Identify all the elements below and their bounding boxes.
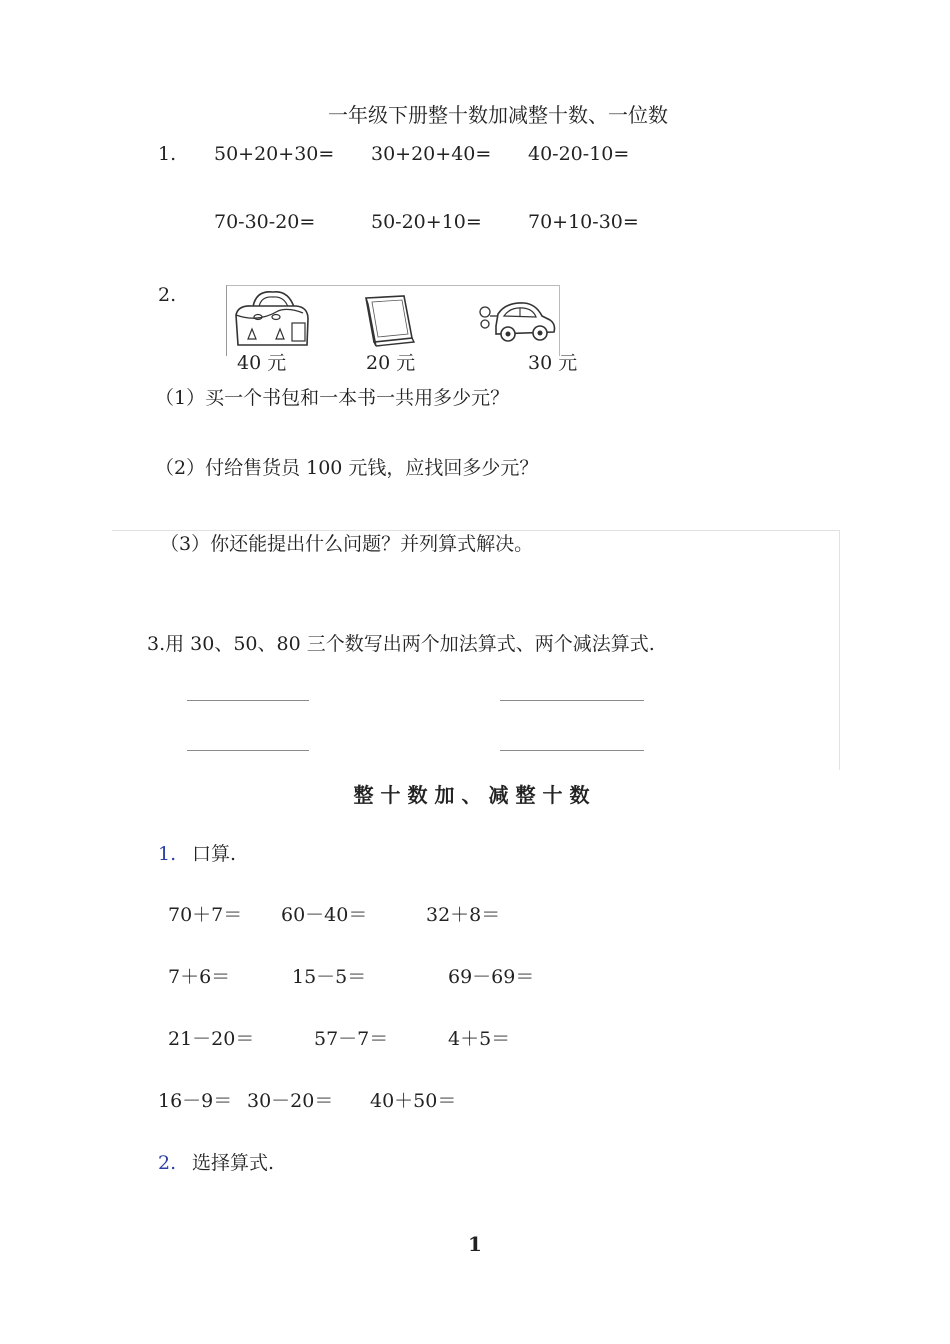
expression: 30+20+40= — [371, 143, 492, 165]
section-2-question-1-number: 1. — [158, 843, 177, 865]
question-2-part-1: （1）买一个书包和一本书一共用多少元？ — [155, 387, 510, 409]
answer-blank[interactable] — [500, 700, 644, 701]
mental-math-item: 57－7＝ — [314, 1028, 389, 1050]
answer-box-top-border — [112, 530, 840, 531]
mental-math-item: 16－9＝ — [158, 1090, 233, 1112]
mental-math-item: 7＋6＝ — [168, 966, 231, 988]
answer-blank[interactable] — [500, 750, 644, 751]
mental-math-item: 32＋8＝ — [426, 904, 501, 926]
book-icon — [360, 292, 418, 348]
toy-car-price: 30 元 — [528, 352, 578, 374]
question-2-part-3: （3）你还能提出什么问题？并列算式解决。 — [160, 533, 534, 555]
expression: 70+10-30= — [528, 211, 639, 233]
section-2-question-2-number: 2. — [158, 1152, 177, 1174]
mental-math-item: 21－20＝ — [168, 1028, 255, 1050]
section-2-title: 整十数加、减整十数 — [353, 783, 597, 807]
answer-box-right-border — [839, 530, 840, 770]
answer-blank[interactable] — [187, 750, 309, 751]
backpack-price: 40 元 — [237, 352, 287, 374]
expression: 50-20+10= — [371, 211, 482, 233]
question-3: 3.用 30、50、80 三个数写出两个加法算式、两个减法算式. — [147, 633, 655, 655]
expression: 70-30-20= — [214, 211, 316, 233]
question-2-part-2: （2）付给售货员 100 元钱，应找回多少元？ — [155, 457, 539, 479]
expression: 50+20+30= — [214, 143, 335, 165]
mental-math-item: 15－5＝ — [292, 966, 367, 988]
toy-car-icon — [476, 296, 558, 344]
question-2-number: 2. — [158, 284, 177, 306]
mental-math-item: 60－40＝ — [281, 904, 368, 926]
mental-math-item: 30－20＝ — [247, 1090, 334, 1112]
mental-math-item: 69－69＝ — [448, 966, 535, 988]
book-price: 20 元 — [366, 352, 416, 374]
section-2-question-1-label: 口算. — [192, 843, 237, 865]
expression: 40-20-10= — [528, 143, 630, 165]
answer-blank[interactable] — [187, 700, 309, 701]
mental-math-item: 70＋7＝ — [168, 904, 243, 926]
section-2-question-2-label: 选择算式. — [192, 1152, 275, 1174]
page-number: 1 — [468, 1232, 482, 1256]
mental-math-item: 40＋50＝ — [370, 1090, 457, 1112]
mental-math-item: 4＋5＝ — [448, 1028, 511, 1050]
worksheet-title: 一年级下册整十数加减整十数、一位数 — [328, 103, 668, 127]
question-1-number: 1. — [158, 143, 177, 165]
backpack-icon — [228, 287, 318, 349]
